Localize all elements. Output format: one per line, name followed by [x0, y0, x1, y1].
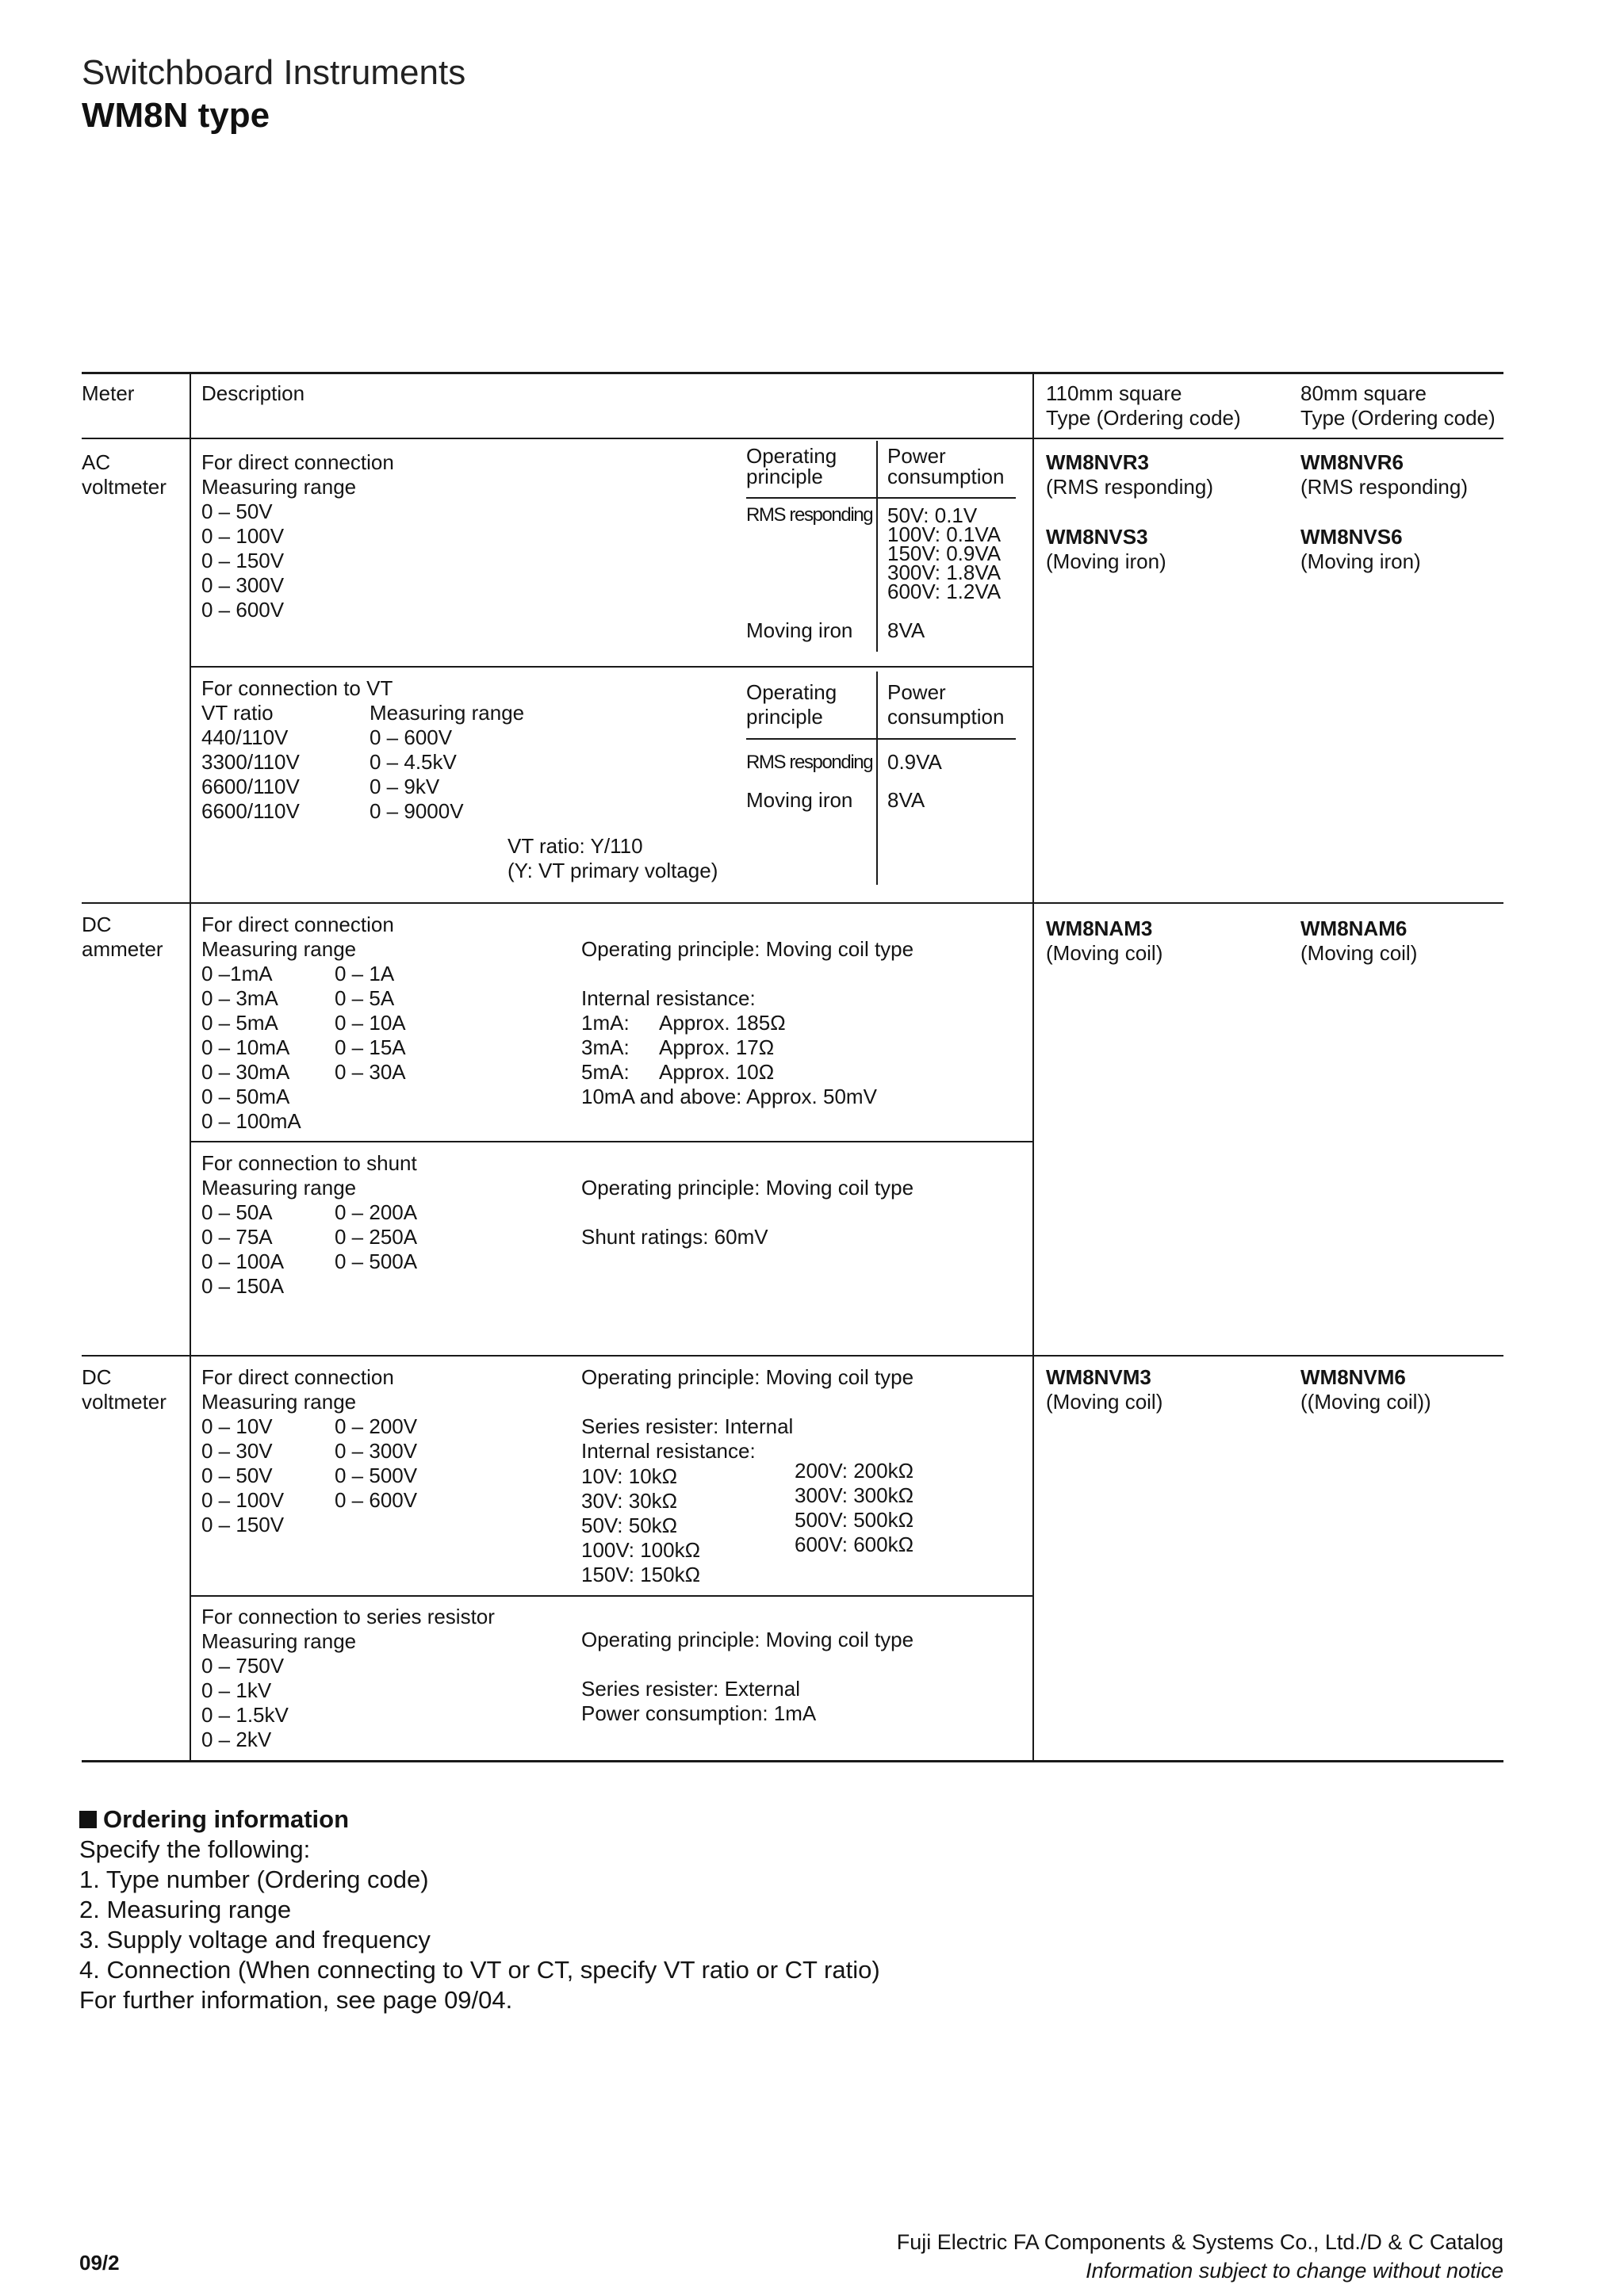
type-code: WM8NAM3 — [1046, 916, 1153, 940]
dc-voltmeter-series-principle: Operating principle: Moving coil type — [581, 1628, 914, 1651]
dc-voltmeter-type-110: WM8NVM3 (Moving coil) — [1046, 1365, 1163, 1414]
page-number: 09/2 — [79, 2251, 120, 2275]
ordering-item: 1. Type number (Ordering code) — [79, 1866, 429, 1893]
page-title: WM8N type — [82, 96, 270, 135]
type-code: WM8NVM3 — [1046, 1365, 1151, 1389]
ac-vt-op-header: Operating principle — [746, 680, 837, 729]
type-code: WM8NAM6 — [1300, 916, 1408, 940]
dc-ammeter-type-110: WM8NAM3 (Moving coil) — [1046, 916, 1163, 965]
page-category: Switchboard Instruments — [82, 53, 466, 92]
type-code: WM8NVS6 — [1300, 525, 1403, 549]
dc-voltmeter-type-80: WM8NVM6 ((Moving coil)) — [1300, 1365, 1431, 1414]
dc-ammeter-direct-head: For direct connection Measuring range — [201, 913, 394, 961]
vt-ratio-header: VT ratio — [201, 701, 274, 725]
type-code: WM8NVM6 — [1300, 1365, 1406, 1389]
ac-types-80: WM8NVR6 (RMS responding) WM8NVS6 (Moving iron) — [1300, 450, 1468, 573]
section-rule-dc-ammeter — [82, 902, 1503, 904]
type-code: WM8NVR6 — [1300, 450, 1404, 474]
header-meter: Meter — [82, 381, 135, 405]
type-code: WM8NVS3 — [1046, 525, 1148, 549]
ac-vt-note: VT ratio: Y/110 (Y: VT primary voltage) — [508, 834, 718, 882]
ac-direct-power-header: Power consumption — [887, 444, 1005, 488]
dc-voltmeter-direct-principle: Operating principle: Moving coil type — [581, 1365, 914, 1389]
ac-direct-op-header: Operating principle — [746, 444, 837, 488]
description-column-rule — [1032, 372, 1034, 1761]
ordering-section — [79, 1804, 880, 2015]
ordering-intro: Specify the following: — [79, 1835, 311, 1863]
ac-vt-moving-iron-label: Moving iron — [746, 788, 853, 812]
meter-ac-voltmeter: AC voltmeter — [82, 450, 167, 499]
ordering-further: For further information, see page 09/04. — [79, 1986, 513, 2014]
ac-vt-rms-label: RMS responding — [746, 752, 873, 773]
header-80mm: 80mm square Type (Ordering code) — [1300, 381, 1496, 430]
header-rule — [82, 438, 1503, 439]
ac-types-110: WM8NVR3 (RMS responding) WM8NVS3 (Moving iron) — [1046, 450, 1213, 573]
ac-direct-inner-rule — [876, 441, 878, 652]
dc-voltmeter-direct-head: For direct connection Measuring range — [201, 1365, 394, 1414]
ac-direct-rms-label: RMS responding — [746, 504, 873, 526]
ac-direct-ranges: For direct connection Measuring range 0 – 50V 0 – 100V 0 – 150V 0 – 300V 0 – 600V — [201, 450, 394, 622]
dc-voltmeter-divider — [190, 1595, 1034, 1597]
table-bottom-rule — [82, 1760, 1503, 1762]
ordering-item: 2. Measuring range — [79, 1896, 292, 1923]
ordering-item: 3. Supply voltage and frequency — [79, 1926, 431, 1954]
header-description: Description — [201, 381, 305, 405]
dc-ammeter-shunt-head: For connection to shunt Measuring range — [201, 1151, 417, 1200]
dc-ammeter-shunt-ranges: 0 – 50A 0 – 200A 0 – 75A 0 – 250A 0 – 100A 0 – 500A 0 – 150A — [201, 1200, 418, 1298]
ordering-item: 4. Connection (When connecting to VT or CT, specify VT ratio or CT ratio) — [79, 1956, 880, 1984]
ac-vt-divider — [190, 666, 1034, 668]
meter-column-rule — [190, 372, 191, 1761]
ac-vt-moving-iron-value: 8VA — [887, 788, 925, 812]
section-rule-dc-voltmeter — [82, 1355, 1503, 1357]
dc-voltmeter-series-notes: Series resister: External Power consumption: 1mA — [581, 1677, 817, 1725]
dc-ammeter-direct-ranges: 0 –1mA 0 – 1A 0 – 3mA 0 – 5A 0 – 5mA 0 – 10A 0 – 10mA 0 – 15A 0 – 30mA 0 – 30A 0 – 50mA 0 – 100mA — [201, 962, 406, 1133]
header-110mm: 110mm square Type (Ordering code) — [1046, 381, 1241, 430]
dc-ammeter-divider — [190, 1141, 1034, 1142]
dc-ammeter-resistance-title: Internal resistance: — [581, 986, 756, 1010]
dc-ammeter-resistance-note: 10mA and above: Approx. 50mV — [581, 1085, 877, 1108]
type-code: WM8NVR3 — [1046, 450, 1150, 474]
ac-direct-moving-iron-label: Moving iron — [746, 618, 853, 642]
vt-range-header: Measuring range — [370, 701, 525, 725]
ac-vt-rms-value: 0.9VA — [887, 750, 942, 774]
meter-dc-ammeter: DC ammeter — [82, 913, 163, 961]
meter-dc-voltmeter: DC voltmeter — [82, 1365, 167, 1414]
ac-direct-rms-values: 50V: 0.1V 100V: 0.1VA 150V: 0.9VA 300V: 1.8VA 600V: 1.2VA — [887, 503, 1002, 603]
dc-voltmeter-series-head: For connection to series resistor Measuring range 0 – 750V 0 – 1kV 0 – 1.5kV 0 – 2kV — [201, 1605, 495, 1751]
dc-voltmeter-direct-series: Series resister: Internal Internal resistance: — [581, 1414, 794, 1463]
ac-vt-table: VT ratio Measuring range 440/110V 0 – 600V 3300/110V 0 – 4.5kV 6600/110V 0 – 9kV 6600/110V 0 – 9000V — [201, 701, 528, 824]
ac-vt-power-header: Power consumption — [887, 680, 1005, 729]
dc-voltmeter-direct-ranges: 0 – 10V 0 – 200V 0 – 30V 0 – 300V 0 – 50V 0 – 500V 0 – 100V 0 – 600V 0 – 150V — [201, 1414, 418, 1536]
ac-direct-inner-hrule — [746, 497, 1016, 499]
dc-ammeter-direct-principle: Operating principle: Moving coil type — [581, 937, 914, 961]
ac-vt-inner-hrule — [746, 738, 1016, 740]
table-top-rule — [82, 372, 1503, 374]
footer-notice: Information subject to change without notice — [1086, 2259, 1503, 2283]
ac-direct-moving-iron-value: 8VA — [887, 618, 925, 642]
dc-ammeter-type-80: WM8NAM6 (Moving coil) — [1300, 916, 1418, 965]
ac-vt-inner-rule — [876, 672, 878, 885]
dc-voltmeter-res-right: 200V: 200kΩ 300V: 300kΩ 500V: 500kΩ 600V: 600kΩ — [795, 1459, 914, 1556]
dc-voltmeter-res-left: 10V: 10kΩ 30V: 30kΩ 50V: 50kΩ 100V: 100kΩ 150V: 150kΩ — [581, 1464, 701, 1586]
dc-ammeter-shunt-ratings: Shunt ratings: 60mV — [581, 1225, 768, 1249]
square-bullet-icon — [79, 1811, 97, 1828]
dc-ammeter-resistance-rows: 1mA: Approx. 185Ω 3mA: Approx. 17Ω 5mA: Approx. 10Ω — [581, 1011, 786, 1084]
footer-company: Fuji Electric FA Components & Systems Co., Ltd./D & C Catalog — [896, 2230, 1503, 2254]
ordering-title: Ordering information — [103, 1805, 349, 1833]
dc-ammeter-shunt-principle: Operating principle: Moving coil type — [581, 1176, 914, 1200]
ac-vt-title: For connection to VT — [201, 676, 393, 700]
